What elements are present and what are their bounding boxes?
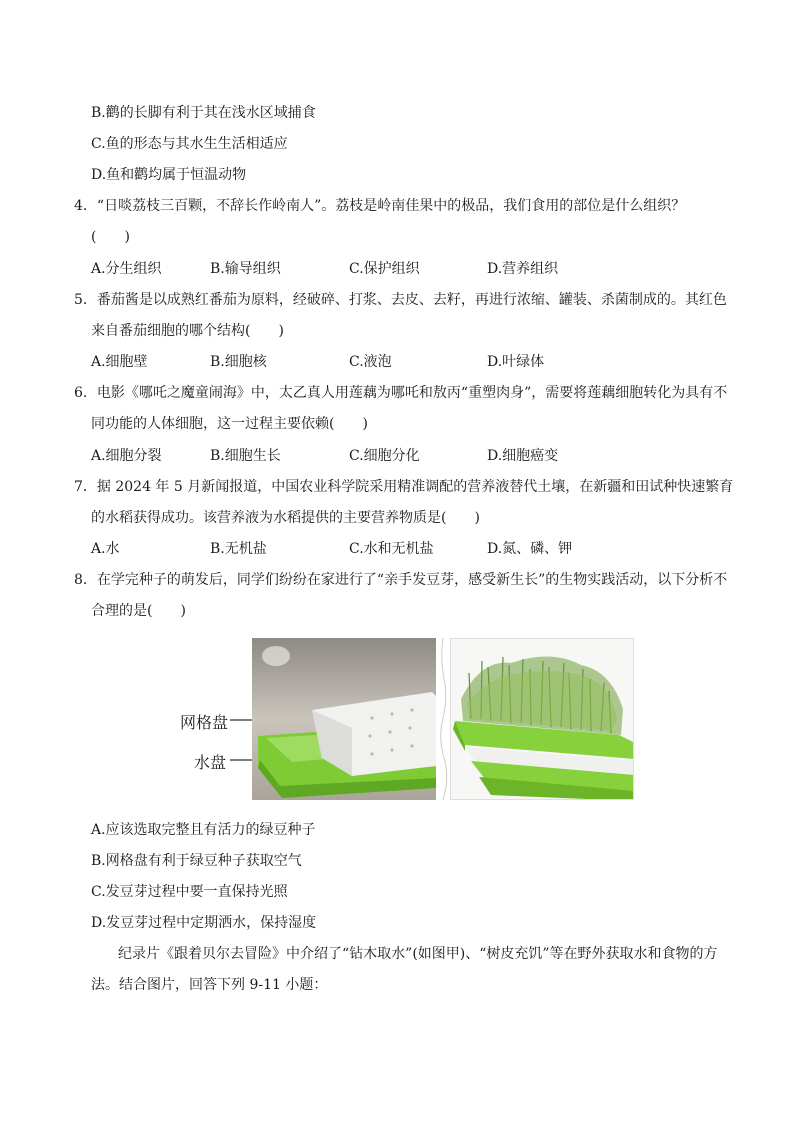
q7-option-d: D.氮、磷、钾 [487,541,573,557]
q5-stem-line2: 来自番茄细胞的哪个结构( ) [91,323,284,339]
passage-line2: 法。结合图片，回答下列 9-11 小题： [91,977,328,993]
photo-divider [438,638,448,800]
q4-option-b: B.输导组织 [210,261,281,277]
q6-option-b: B.细胞生长 [210,448,281,464]
q4-option-a: A.分生组织 [91,261,162,277]
q6-option-d: D.细胞癌变 [487,448,559,464]
q5-option-a: A.细胞壁 [91,354,148,370]
q8-option-a: A.应该选取完整且有活力的绿豆种子 [91,822,316,838]
q8-option-c: C.发豆芽过程中要一直保持光照 [91,884,288,900]
passage-line1: 纪录片《跟着贝尔去冒险》中介绍了“钻木取水”(如图甲)、“树皮充饥”等在野外获取水和食物的方 [118,946,718,962]
q6-stem-line1: 6．电影《哪吒之魔童闹海》中，太乙真人用莲藕为哪吒和敖丙“重塑肉身”，需要将莲藕细胞转化为具有不 [74,385,728,401]
q4-option-d: D.营养组织 [487,261,559,277]
q6-option-c: C.细胞分化 [349,448,420,464]
q7-option-a: A.水 [91,541,120,557]
q8-option-d: D.发豆芽过程中定期洒水，保持湿度 [91,915,317,931]
q4-stem-line1: 4．“日啖荔枝三百颗，不辞长作岭南人”。荔枝是岭南佳果中的极品，我们食用的部位是什么组织？ [74,198,686,214]
q3-option-c: C.鱼的形态与其水生生活相适应 [91,136,288,152]
q3-option-d: D.鱼和鹳均属于恒温动物 [91,167,247,183]
q4-stem-line2: ( ) [91,229,130,245]
q3-option-b: B.鹳的长脚有利于其在浅水区域捕食 [91,105,316,121]
q7-stem-line2: 的水稻获得成功。该营养液为水稻提供的主要营养物质是( ) [91,510,480,526]
q6-option-a: A.细胞分裂 [91,448,162,464]
q5-stem-line1: 5．番茄酱是以成熟红番茄为原料，经破碎、打浆、去皮、去籽，再进行浓缩、罐装、杀菌制成的。其红色 [74,292,727,308]
figure-label-grid-tray: 网格盘 [180,713,229,732]
q7-option-c: C.水和无机盐 [349,541,434,557]
q5-option-c: C.液泡 [349,354,392,370]
sprout-tray-photo [450,638,634,800]
figure-label-water-tray: 水盘 [194,753,227,772]
sprouting-tray-figure [180,638,634,800]
q8-stem-line2: 合理的是( ) [91,603,186,619]
q7-option-b: B.无机盐 [210,541,267,557]
q6-stem-line2: 同功能的人体细胞，这一过程主要依赖( ) [91,416,368,432]
q8-option-b: B.网格盘有利于绿豆种子获取空气 [91,853,302,869]
q4-option-c: C.保护组织 [349,261,420,277]
q7-stem-line1: 7．据 2024 年 5 月新闻报道，中国农业科学院采用精准调配的营养液替代土壤，在新疆和田试种快速繁育 [74,479,734,495]
q8-stem-line1: 8．在学完种子的萌发后，同学们纷纷在家进行了“亲手发豆芽，感受新生长”的生物实践活动，以下分析不 [74,572,728,588]
q5-option-d: D.叶绿体 [487,354,545,370]
empty-tray-photo [252,638,436,800]
q5-option-b: B.细胞核 [210,354,267,370]
